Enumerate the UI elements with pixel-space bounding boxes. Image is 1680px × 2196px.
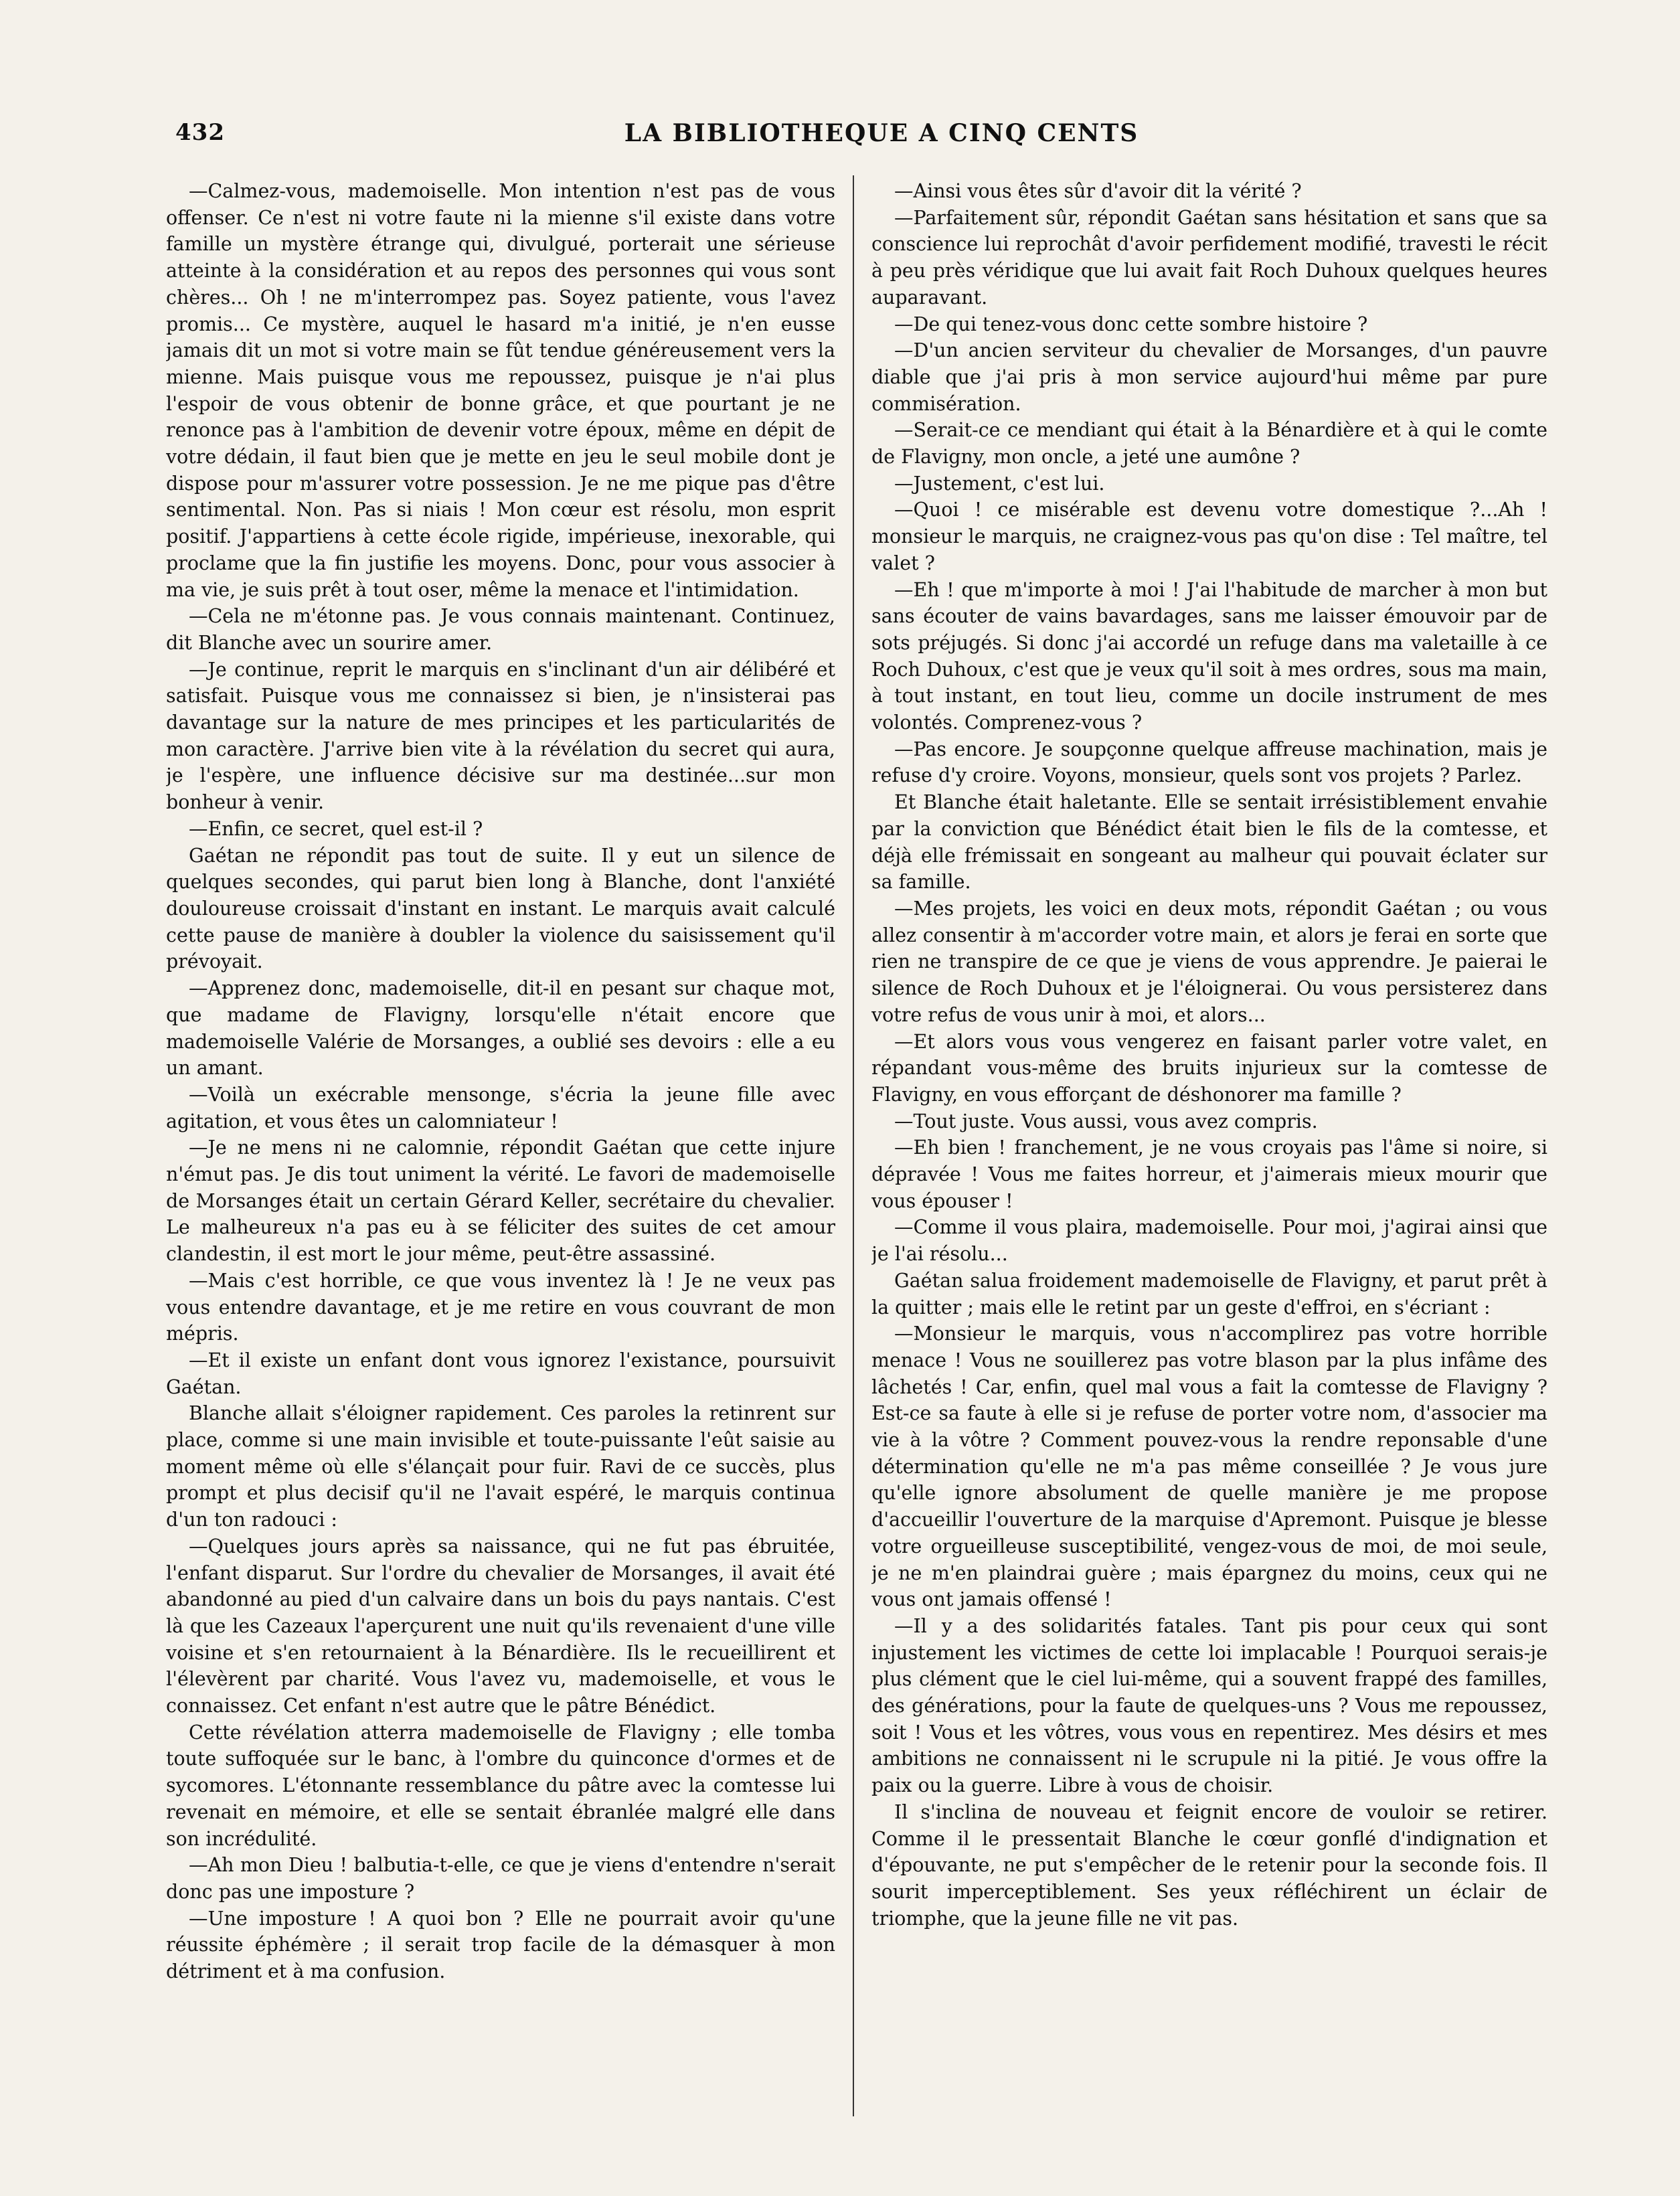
paragraph: Gaétan ne répondit pas tout de suite. Il y eut un silence de quelques secondes, qui parut bien long à Blanche, dont l'anxiété douloureuse croissait d'instant en instant. Le marquis avait calculé cette pause de manière à doubler la violence du saisissement qu'il prévoyait. bbox=[166, 844, 835, 973]
paragraph: —Une imposture ! A quoi bon ? Elle ne pourrait avoir qu'une réussite éphémère ; il serait trop facile de la démasquer à mon détriment et à ma confusion. bbox=[166, 1907, 835, 1983]
right-text-column bbox=[871, 178, 1547, 2119]
page-header bbox=[175, 119, 1507, 153]
paragraph: —Apprenez donc, mademoiselle, dit-il en pesant sur chaque mot, que madame de Flavigny, lorsqu'elle n'était encore que mademoiselle Valérie de Morsanges, a oublié ses devoirs : elle a eu un amant. bbox=[166, 977, 835, 1080]
column-divider bbox=[853, 175, 854, 2116]
paragraph: —Et alors vous vous vengerez en faisant parler votre valet, en répandant vous-même des bruits injurieux sur la comtesse de Flavigny, en vous efforçant de déshonorer ma famille ? bbox=[871, 1030, 1547, 1106]
left-text-column bbox=[166, 178, 835, 2119]
paragraph: —Je continue, reprit le marquis en s'inclinant d'un air délibéré et satisfait. Puisque vous me connaissez si bien, je n'insisterai pas davantage sur la nature de mes principes et les particularités de mon caractère. J'arrive bien vite à la révélation du secret qui aura, je l'espère, une influence décisive sur ma destinée...sur mon bonheur à venir. bbox=[166, 658, 835, 814]
paragraph: —D'un ancien serviteur du chevalier de Morsanges, d'un pauvre diable que j'ai pris à mon service aujourd'hui même par pure commisération. bbox=[871, 339, 1547, 415]
paragraph: —Mes projets, les voici en deux mots, répondit Gaétan ; ou vous allez consentir à m'accorder votre main, et alors je ferai en sorte que rien ne transpire de ce que je viens de vous apprendre. Je paierai le silence de Roch Duhoux et je l'éloignerai. Ou vous persisterez dans votre refus de vous unir à moi, et alors... bbox=[871, 897, 1547, 1026]
paragraph: Et Blanche était haletante. Elle se sentait irrésistiblement envahie par la conviction que Bénédict était bien le fils de la comtesse, et déjà elle frémissait en songeant au malheur qui pouvait éclater sur sa famille. bbox=[871, 791, 1547, 894]
paragraph: —Eh bien ! franchement, je ne vous croyais pas l'âme si noire, si dépravée ! Vous me faites horreur, et j'aimerais mieux mourir que vous épouser ! bbox=[871, 1136, 1547, 1212]
paragraph: —Tout juste. Vous aussi, vous avez compris. bbox=[894, 1110, 1318, 1132]
paragraph: —Parfaitement sûr, répondit Gaétan sans hésitation et sans que sa conscience lui reprochât d'avoir perfidement modifié, travesti le récit à peu près véridique que lui avait fait Roch Duhoux quelques heures auparavant. bbox=[871, 206, 1547, 309]
paragraph: Cette révélation atterra mademoiselle de Flavigny ; elle tomba toute suffoquée sur le banc, à l'ombre du quinconce d'ormes et de sycomores. L'étonnante ressemblance du pâtre avec la comtesse lui revenait en mémoire, et elle se sentait ébranlée malgré elle dans son incrédulité. bbox=[166, 1721, 835, 1850]
paragraph: —Calmez-vous, mademoiselle. Mon intention n'est pas de vous offenser. Ce n'est ni votre faute ni la mienne s'il existe dans votre famille un mystère étrange qui, divulgué, porterait une sérieuse atteinte à la considération et au repos des personnes qui vous sont chères... Oh ! ne m'interrompez pas. Soyez patiente, vous l'avez promis... Ce mystère, auquel le hasard m'a initié, je n'en eusse jamais dit un mot si votre main se fût tendue généreusement vers la mienne. Mais puisque vous me repoussez, puisque je n'ai plus l'espoir de vous obtenir de bonne grâce, et que pourtant je ne renonce pas à l'ambition de devenir votre époux, même en dépit de votre dédain, il faut bien que je mette en jeu le seul mobile dont je dispose pour m'assurer votre possession. Je ne me pique pas d'être sentimental. Non. Pas si niais ! Mon cœur est résolu, mon esprit positif. J'appartiens à cette école rigide, impérieuse, inexorable, qui proclame que la fin justifie les moyens. Donc, pour vous associer à ma vie, je suis prêt à tout oser, même la menace et l'intimidation. bbox=[166, 180, 835, 601]
paragraph: —Comme il vous plaira, mademoiselle. Pour moi, j'agirai ainsi que je l'ai résolu... bbox=[871, 1216, 1547, 1266]
page-number: 432 bbox=[175, 119, 225, 146]
paragraph: —Serait-ce ce mendiant qui était à la Bénardière et à qui le comte de Flavigny, mon oncle, a jeté une aumône ? bbox=[871, 419, 1547, 469]
paragraph: —Monsieur le marquis, vous n'accomplirez pas votre horrible menace ! Vous ne souillerez pas votre blason par la plus infâme des lâchetés ! Car, enfin, quel mal vous a fait la comtesse de Flavigny ? Est-ce sa faute à elle si je refuse de porter votre nom, d'associer ma vie à la vôtre ? Comment pouvez-vous la rendre reponsable d'une détermination qu'elle ne m'a pas même conseillée ? Je vous jure qu'elle ignore absolument de quelle manière je me propose d'accueillir l'ouverture de la marquise d'Apremont. Puisque je blesse votre orgueilleuse susceptibilité, vengez-vous de moi, de moi seule, je ne m'en plaindrai guère ; mais épargnez du moins, ceux qui ne vous ont jamais offensé ! bbox=[871, 1323, 1547, 1611]
paragraph: —Pas encore. Je soupçonne quelque affreuse machination, mais je refuse d'y croire. Voyons, monsieur, quels sont vos projets ? Parlez. bbox=[871, 738, 1547, 787]
running-title: LA BIBLIOTHEQUE A CINQ CENTS bbox=[624, 119, 1139, 147]
paragraph: —Eh ! que m'importe à moi ! J'ai l'habitude de marcher à mon but sans écouter de vains bavardages, sans me laisser émouvoir par de sots préjugés. Si donc j'ai accordé un refuge dans ma valetaille à ce Roch Duhoux, c'est que je veux qu'il soit à mes ordres, sous ma main, à tout instant, en tout lieu, comme un docile instrument de mes volontés. Comprenez-vous ? bbox=[871, 578, 1547, 734]
paragraph: Blanche allait s'éloigner rapidement. Ces paroles la retinrent sur place, comme si une main invisible et toute-puissante l'eût saisie au moment même où elle s'élançait pour fuir. Ravi de ce succès, plus prompt et plus decisif qu'il ne l'avait espéré, le marquis continua d'un ton radouci : bbox=[166, 1402, 835, 1531]
paragraph: —Il y a des solidarités fatales. Tant pis pour ceux qui sont injustement les victimes de cette loi implacable ! Pourquoi serais-je plus clément que le ciel lui-même, qui a souvent frappé des familles, des générations, pour la faute de quelques-uns ? Vous me repoussez, soit ! Vous et les vôtres, vous vous en repentirez. Mes désirs et mes ambitions ne connaissent ni le scrupule ni la pitié. Je vous offre la paix ou la guerre. Libre à vous de choisir. bbox=[871, 1614, 1547, 1797]
paragraph: —Quoi ! ce misérable est devenu votre domestique ?...Ah ! monsieur le marquis, ne craignez-vous pas qu'on dise : Tel maître, tel valet ? bbox=[871, 499, 1547, 574]
paragraph: —Je ne mens ni ne calomnie, répondit Gaétan que cette injure n'émut pas. Je dis tout uniment la vérité. Le favori de mademoiselle de Morsanges était un certain Gérard Keller, secrétaire du chevalier. Le malheureux n'a pas eu à se féliciter des suites de cet amour clandestin, il est mort le jour même, peut-être assassiné. bbox=[166, 1136, 835, 1266]
paragraph: Il s'inclina de nouveau et feignit encore de vouloir se retirer. Comme il le pressentait Blanche le cœur gonflé d'indignation et d'épouvante, ne put s'empêcher de le retenir pour la seconde fois. Il sourit imperceptiblement. Ses yeux réfléchirent un éclair de triomphe, que la jeune fille ne vit pas. bbox=[871, 1800, 1547, 1930]
paragraph: —Enfin, ce secret, quel est-il ? bbox=[189, 817, 483, 840]
paragraph: —Voilà un exécrable mensonge, s'écria la jeune fille avec agitation, et vous êtes un calomniateur ! bbox=[166, 1083, 835, 1132]
paragraph: —Mais c'est horrible, ce que vous inventez là ! Je ne veux pas vous entendre davantage, et je me retire en vous couvrant de mon mépris. bbox=[166, 1269, 835, 1345]
paragraph: —Justement, c'est lui. bbox=[894, 472, 1105, 495]
paragraph: —Cela ne m'étonne pas. Je vous connais maintenant. Continuez, dit Blanche avec un sourire amer. bbox=[166, 605, 835, 654]
paragraph: —Ainsi vous êtes sûr d'avoir dit la vérité ? bbox=[894, 180, 1302, 202]
paragraph: —Ah mon Dieu ! balbutia-t-elle, ce que je viens d'entendre n'serait donc pas une imposture ? bbox=[166, 1854, 835, 1903]
paragraph: —De qui tenez-vous donc cette sombre histoire ? bbox=[894, 313, 1368, 335]
paragraph: —Et il existe un enfant dont vous ignorez l'existance, poursuivit Gaétan. bbox=[166, 1349, 835, 1398]
paragraph: —Quelques jours après sa naissance, qui ne fut pas ébruitée, l'enfant disparut. Sur l'ordre du chevalier de Morsanges, il avait été abandonné au pied d'un calvaire dans un bois du pays nantais. C'est là que les Cazeaux l'aperçurent une nuit qu'ils revenaient d'une ville voisine et s'en retournaient à la Bénardière. Ils le recueillirent et l'élevèrent par charité. Vous l'avez vu, mademoiselle, et vous le connaissez. Cet enfant n'est autre que le pâtre Bénédict. bbox=[166, 1535, 835, 1717]
paragraph: Gaétan salua froidement mademoiselle de Flavigny, et parut prêt à la quitter ; mais elle le retint par un geste d'effroi, en s'écriant : bbox=[871, 1269, 1547, 1319]
